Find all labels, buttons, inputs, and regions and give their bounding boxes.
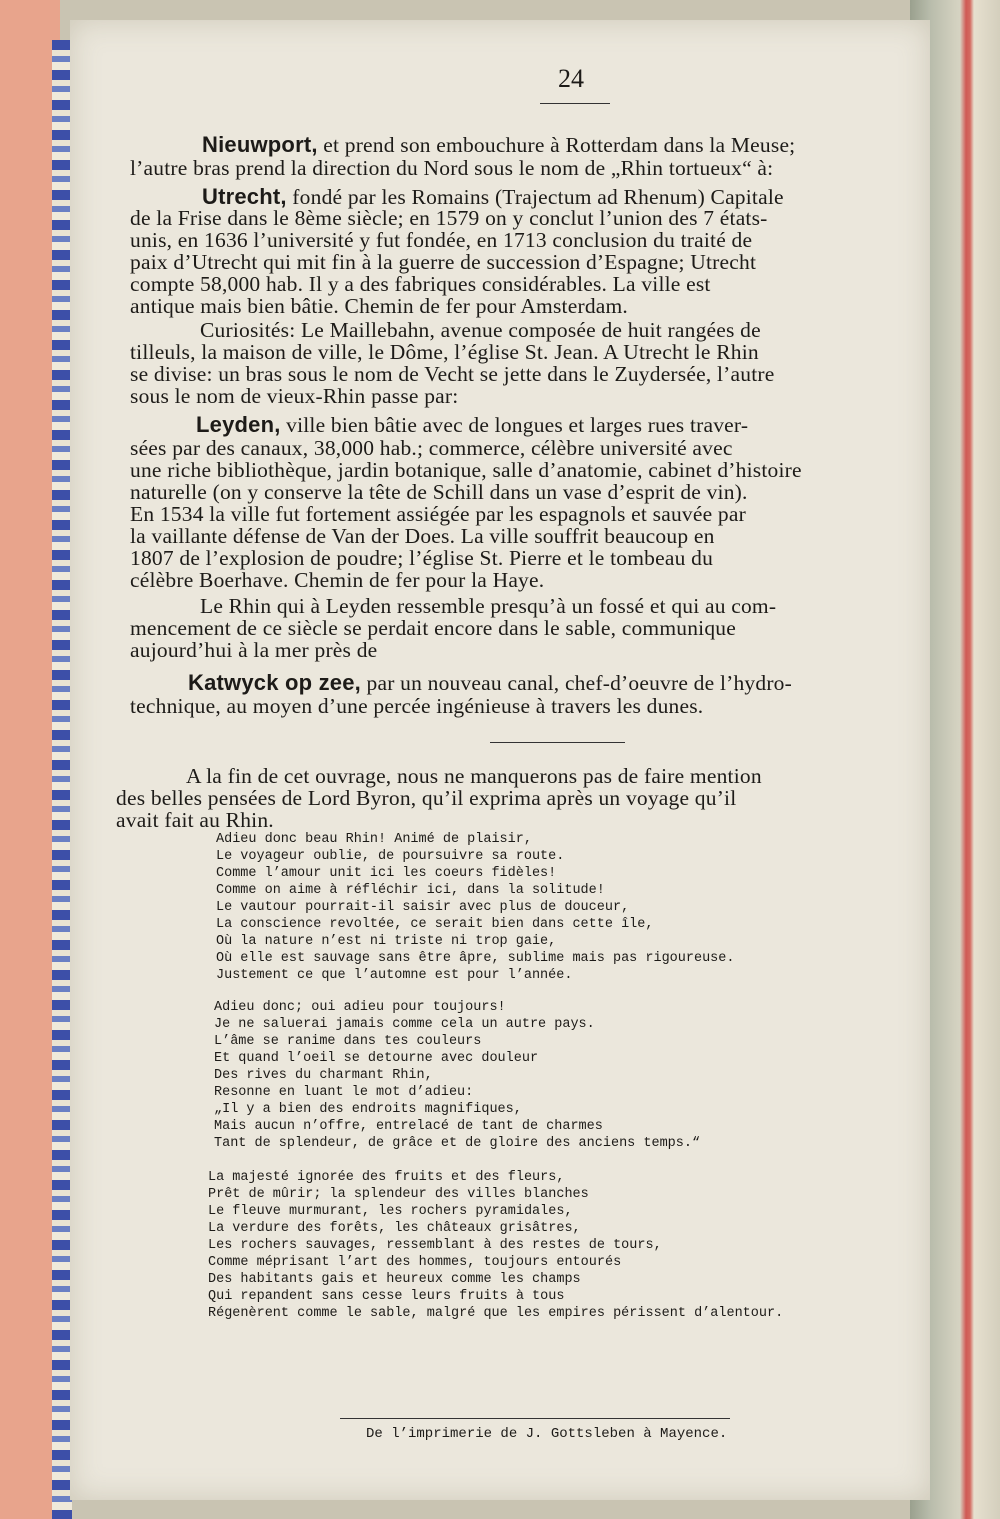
text-line: avait fait au Rhin. bbox=[116, 808, 274, 832]
text-line: Utrecht, fondé par les Romains (Trajectum ad Rhenum) Capitale bbox=[130, 184, 784, 210]
text-line: paix d’Utrecht qui mit fin à la guerre de succession d’Espagne; Utrecht bbox=[130, 250, 757, 274]
poem-line: Et quand l’oeil se detourne avec douleur bbox=[214, 1051, 539, 1066]
poem-line: La conscience revoltée, ce serait bien dans cette île, bbox=[216, 917, 654, 932]
text-line: 1807 de l’explosion de poudre; l’église St. Pierre et le tombeau du bbox=[130, 546, 714, 570]
text-line: se divise: un bras sous le nom de Vecht se jette dans le Zuydersée, l’autre bbox=[130, 362, 775, 386]
text-line: compte 58,000 hab. Il y a des fabriques considérables. La ville est bbox=[130, 272, 711, 296]
text-line: Leyden, ville bien bâtie avec de longues et larges rues traver- bbox=[130, 412, 748, 438]
text-line: sous le nom de vieux-Rhin passe par: bbox=[130, 384, 459, 408]
poem-line: L’âme se ranime dans tes couleurs bbox=[214, 1034, 482, 1049]
poem-line: Des habitants gais et heureux comme les champs bbox=[208, 1272, 581, 1287]
book-page bbox=[70, 20, 930, 1500]
text-line: une riche bibliothèque, jardin botanique, salle d’anatomie, cabinet d’histoire bbox=[130, 458, 802, 482]
poem-line: Qui repandent sans cesse leurs fruits à tous bbox=[208, 1289, 565, 1304]
poem-line: Resonne en luant le mot d’adieu: bbox=[214, 1085, 474, 1100]
section-divider bbox=[490, 742, 625, 743]
poem-line: Les rochers sauvages, ressemblant à des restes de tours, bbox=[208, 1238, 662, 1253]
text-line: l’autre bras prend la direction du Nord sous le nom de „Rhin tortueux“ à: bbox=[130, 156, 774, 180]
text-line: tilleuls, la maison de ville, le Dôme, l’église St. Jean. A Utrecht le Rhin bbox=[130, 340, 759, 364]
text-line: mencement de ce siècle se perdait encore dans le sable, communique bbox=[130, 616, 736, 640]
poem-line: Je ne saluerai jamais comme cela un autre pays. bbox=[214, 1017, 595, 1032]
poem-line: Le voyageur oublie, de poursuivre sa route. bbox=[216, 849, 565, 864]
text-line: Le Rhin qui à Leyden ressemble presqu’à un fossé et qui au com- bbox=[200, 594, 777, 618]
place-heading: Utrecht, bbox=[202, 184, 287, 209]
text-line: Nieuwport, et prend son embouchure à Rotterdam dans la Meuse; bbox=[130, 132, 795, 158]
poem-line: Des rives du charmant Rhin, bbox=[214, 1068, 433, 1083]
page-number: 24 bbox=[558, 64, 584, 93]
poem-line: Prêt de mûrir; la splendeur des villes blanches bbox=[208, 1187, 589, 1202]
place-heading: Nieuwport, bbox=[202, 132, 318, 157]
poem-line: Comme méprisant l’art des hommes, toujours entourés bbox=[208, 1255, 622, 1270]
book-cover-left bbox=[0, 0, 60, 1519]
poem-line: Comme l’amour unit ici les coeurs fidèles! bbox=[216, 866, 557, 881]
text-line: naturelle (on y conserve la tête de Schill dans un vase d’esprit de vin). bbox=[130, 480, 748, 504]
poem-line: Adieu donc; oui adieu pour toujours! bbox=[214, 1000, 506, 1015]
text-line: antique mais bien bâtie. Chemin de fer pour Amsterdam. bbox=[130, 294, 629, 318]
poem-line: Adieu donc beau Rhin! Animé de plaisir, bbox=[216, 832, 532, 847]
poem-line: „Il y a bien des endroits magnifiques, bbox=[214, 1102, 522, 1117]
printer-imprint: De l’imprimerie de J. Gottsleben à Mayence. bbox=[366, 1426, 728, 1442]
poem-line: La majesté ignorée des fruits et des fleurs, bbox=[208, 1170, 565, 1185]
poem-line: Le fleuve murmurant, les rochers pyramidales, bbox=[208, 1204, 573, 1219]
text-line: des belles pensées de Lord Byron, qu’il exprima après un voyage qu’il bbox=[116, 786, 737, 810]
poem-line: Justement ce que l’automne est pour l’année. bbox=[216, 968, 573, 983]
text-line: Curiosités: Le Maillebahn, avenue composée de huit rangées de bbox=[200, 318, 761, 342]
text-line: sées par des canaux, 38,000 hab.; commerce, célèbre université avec bbox=[130, 436, 733, 460]
footer-rule bbox=[340, 1418, 730, 1419]
text-line: de la Frise dans le 8ème siècle; en 1579 on y conclut l’union des 7 états- bbox=[130, 206, 768, 230]
place-heading: Leyden, bbox=[196, 412, 281, 437]
poem-line: Tant de splendeur, de grâce et de gloire des anciens temps.“ bbox=[214, 1136, 701, 1151]
poem-line: Régenèrent comme le sable, malgré que les empires périssent d’alentour. bbox=[208, 1306, 784, 1321]
text-line: A la fin de cet ouvrage, nous ne manquerons pas de faire mention bbox=[186, 764, 762, 788]
book-spine bbox=[52, 40, 72, 1519]
place-heading: Katwyck op zee, bbox=[188, 670, 361, 695]
poem-line: La verdure des forêts, les châteaux grisâtres, bbox=[208, 1221, 581, 1236]
poem-line: Comme on aime à réfléchir ici, dans la solitude! bbox=[216, 883, 605, 898]
text-line: célèbre Boerhave. Chemin de fer pour la Haye. bbox=[130, 568, 545, 592]
poem-line: Où la nature n’est ni triste ni trop gaie, bbox=[216, 934, 557, 949]
book-cover-right bbox=[960, 0, 1000, 1519]
poem-line: Mais aucun n’offre, entrelacé de tant de charmes bbox=[214, 1119, 603, 1134]
poem-line: Le vautour pourrait-il saisir avec plus de douceur, bbox=[216, 900, 630, 915]
text-line: aujourd’hui à la mer près de bbox=[130, 638, 378, 662]
poem-line: Où elle est sauvage sans être âpre, sublime mais pas rigoureuse. bbox=[216, 951, 735, 966]
text-line: technique, au moyen d’une percée ingénieuse à travers les dunes. bbox=[130, 694, 704, 718]
text-line: Katwyck op zee, par un nouveau canal, chef-d’oeuvre de l’hydro- bbox=[130, 670, 792, 696]
text-line: unis, en 1636 l’université y fut fondée, en 1713 conclusion du traité de bbox=[130, 228, 753, 252]
header-rule bbox=[540, 103, 610, 104]
text-line: En 1534 la ville fut fortement assiégée par les espagnols et sauvée par bbox=[130, 502, 746, 526]
text-line: la vaillante défense de Van der Does. La ville souffrit beaucoup en bbox=[130, 524, 715, 548]
